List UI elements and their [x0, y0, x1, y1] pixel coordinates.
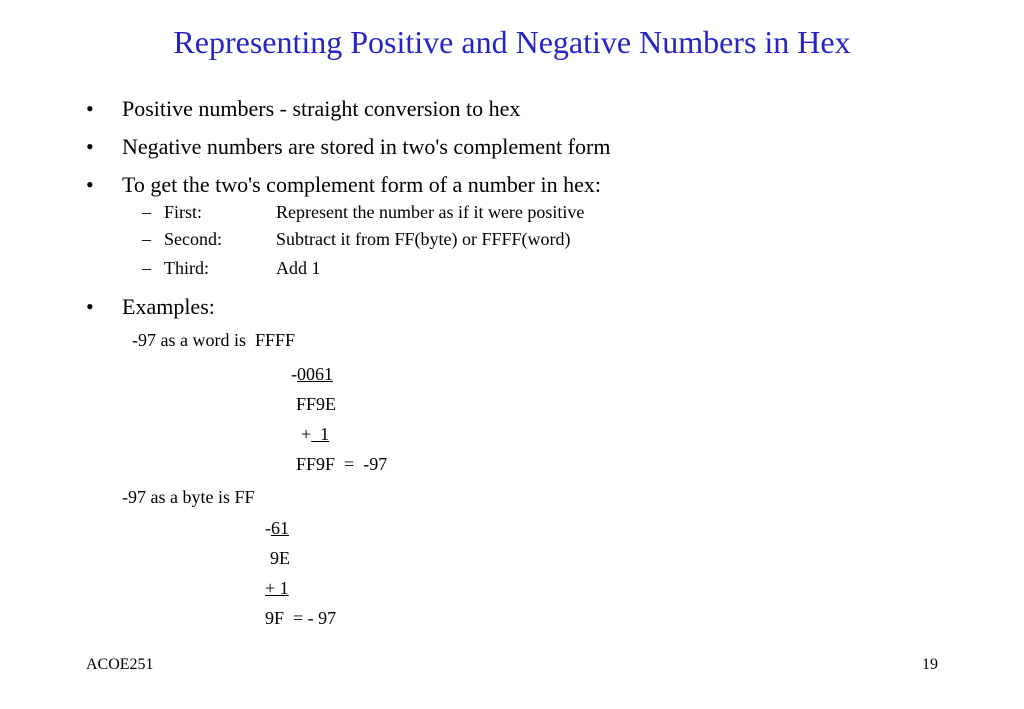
word-result-line: FF9F = -97: [296, 454, 388, 474]
step-text: Represent the number as if it were positive: [276, 202, 585, 222]
bullet-item: [86, 294, 486, 322]
sub-list-item: [142, 258, 742, 282]
step-label: Second:: [164, 229, 222, 249]
byte-example-intro: -97 as a byte is FF: [122, 487, 255, 507]
word-operand: FFFF: [254, 330, 296, 350]
byte-subtract-line: -61: [265, 518, 289, 538]
byte-result-value: - 97: [307, 608, 337, 628]
byte-operand: FF: [234, 487, 255, 507]
bullet-text: To get the two's complement form of a number in hex:: [122, 172, 601, 197]
word-difference: FF9E: [296, 394, 337, 414]
word-subtract-line: -0061: [291, 364, 333, 384]
sub-symbol: –: [142, 258, 151, 278]
page-number: 19: [922, 656, 938, 673]
word-addend: 1: [311, 424, 330, 444]
bullet-symbol: •: [86, 172, 94, 197]
bullet-text: Negative numbers are stored in two's complement form: [122, 134, 611, 159]
sub-list-item: [142, 229, 742, 253]
sub-symbol: –: [142, 202, 151, 222]
bullet-symbol: •: [86, 294, 94, 319]
word-add-line: + 1: [301, 424, 330, 444]
word-subtrahend: 0061: [297, 364, 333, 384]
word-result: FF9F: [296, 454, 336, 474]
step-label: First:: [164, 202, 203, 222]
word-example-intro: -97 as a word is FFFF: [132, 330, 296, 350]
byte-add-line: + 1: [265, 578, 289, 598]
bullet-item: [86, 96, 786, 124]
byte-difference: 9E: [270, 548, 290, 568]
sub-symbol: –: [142, 229, 151, 249]
bullet-text: Examples:: [122, 294, 215, 319]
bullet-item: [86, 134, 786, 162]
bullet-text: Positive numbers - straight conversion to hex: [122, 96, 521, 121]
sub-list-item: [142, 202, 742, 226]
step-label: Third:: [164, 258, 209, 278]
step-text: Add 1: [276, 258, 321, 278]
footer-course-code: ACOE251: [86, 656, 154, 673]
slide-title: Representing Positive and Negative Numbers in Hex: [173, 24, 851, 60]
byte-result-line: 9F = - 97: [265, 608, 337, 628]
byte-subtrahend: 61: [271, 518, 289, 538]
bullet-symbol: •: [86, 96, 94, 121]
byte-result: 9F: [265, 608, 285, 628]
bullet-item: [86, 172, 786, 200]
bullet-symbol: •: [86, 134, 94, 159]
word-result-value: -97: [363, 454, 388, 474]
step-text: Subtract it from FF(byte) or FFFF(word): [276, 229, 571, 249]
